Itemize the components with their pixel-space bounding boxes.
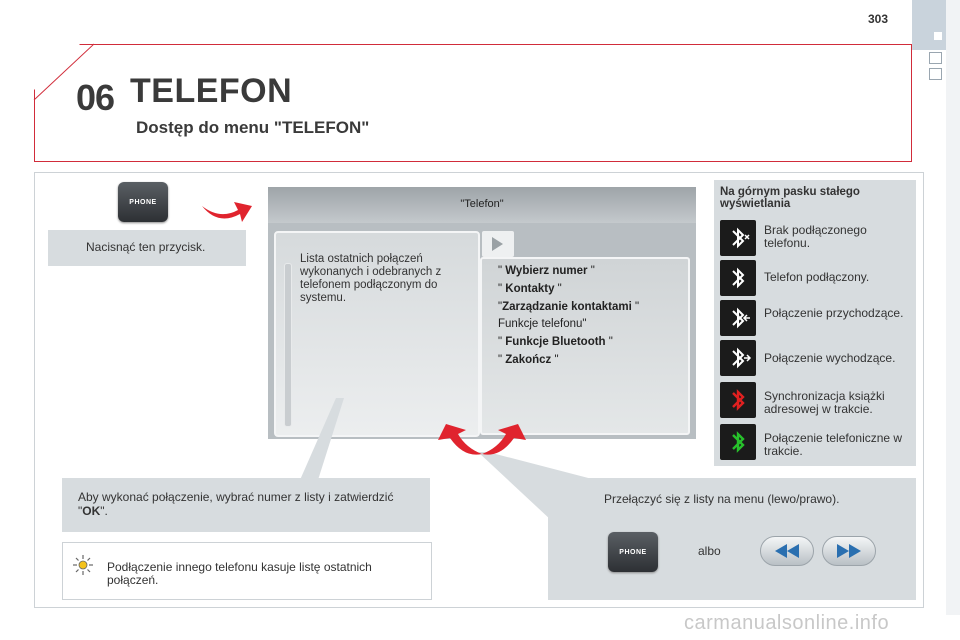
menu-item-kontakty[interactable]: " Kontakty " xyxy=(498,282,562,295)
side-box-1 xyxy=(929,52,942,64)
menu-item-funkcje-bluetooth[interactable]: " Funkcje Bluetooth " xyxy=(498,336,613,349)
bluetooth-x-icon xyxy=(720,220,756,256)
page-subtitle: Dostęp do menu "TELEFON" xyxy=(136,118,370,137)
or-text: albo xyxy=(698,544,721,558)
red-arrow-right-icon xyxy=(200,190,254,224)
scrollbar[interactable] xyxy=(284,263,292,427)
pointer-wedge-left xyxy=(300,398,350,480)
phone-button[interactable]: PHONE xyxy=(118,182,168,222)
legend-panel xyxy=(714,180,916,466)
recent-calls-text: Lista ostatnich połączeń wykonanych i odebranych z telefonem podłączonym do systemu. xyxy=(300,253,442,304)
switch-instruction-box xyxy=(548,478,916,600)
legend-text-sync: Synchronizacja książki adresowej w trakcie. xyxy=(764,389,885,416)
rewind-button[interactable] xyxy=(760,536,814,566)
bluetooth-outgoing-icon xyxy=(720,340,756,376)
fast-forward-button[interactable] xyxy=(822,536,876,566)
menu-item-zarzadzanie-kontaktami[interactable]: "Zarządzanie kontaktami " xyxy=(498,300,640,313)
info-sun-icon xyxy=(73,555,93,575)
press-instruction-box xyxy=(48,230,246,266)
watermark: carmanualsonline.info xyxy=(684,612,890,634)
screen-title: "Telefon" xyxy=(268,187,696,223)
menu-item-wybierz-numer[interactable]: " Wybierz numer " xyxy=(498,265,595,277)
legend-text-connected: Telefon podłączony. xyxy=(764,270,870,284)
page-title: TELEFON xyxy=(130,72,293,110)
phone-button-2[interactable]: PHONE xyxy=(608,532,658,572)
press-instruction-text: Nacisnąć ten przycisk. xyxy=(86,240,206,254)
menu-list xyxy=(498,263,639,370)
legend-text-outgoing: Połączenie wychodzące. xyxy=(764,351,896,365)
rewind-icon xyxy=(775,544,799,558)
red-switch-arrows-icon xyxy=(436,418,528,458)
chapter-number: 06 xyxy=(76,77,115,118)
legend-text-no-phone: Brak podłączonego telefonu. xyxy=(764,223,867,250)
play-icon xyxy=(492,237,503,251)
legend-title: Na górnym pasku stałego wyświetlania xyxy=(720,186,860,210)
corner-tab xyxy=(912,0,946,50)
bluetooth-sync-icon xyxy=(720,382,756,418)
side-strip xyxy=(946,0,960,615)
page-number: 303 xyxy=(868,12,889,26)
fast-forward-icon xyxy=(837,544,861,558)
legend-text-call: Połączenie telefoniczne w trakcie. xyxy=(764,431,903,458)
bluetooth-incoming-icon xyxy=(720,300,756,336)
bluetooth-icon xyxy=(720,260,756,296)
note-box xyxy=(62,542,432,600)
note-text: Podłączenie innego telefonu kasuje listę ostatnich połączeń. xyxy=(107,560,372,587)
corner-square xyxy=(934,32,942,40)
bluetooth-call-icon xyxy=(720,424,756,460)
menu-item-zakoncz[interactable]: " Zakończ " xyxy=(498,353,559,366)
legend-text-incoming: Połączenie przychodzące. xyxy=(764,306,904,320)
side-box-2 xyxy=(929,68,942,80)
call-instruction-box: Aby wykonać połączenie, wybrać numer z listy i zatwierdzić "OK". xyxy=(62,478,430,532)
menu-item-funkcje-telefonu[interactable]: Funkcje telefonu" xyxy=(498,318,587,331)
screen-tab[interactable] xyxy=(482,231,514,257)
switch-instruction-text: Przełączyć się z listy na menu (lewo/prawo). xyxy=(604,492,840,506)
ok-label: OK xyxy=(82,504,101,518)
call-instruction-text: Aby wykonać połączenie, wybrać numer z listy i zatwierdzić " xyxy=(78,490,394,518)
